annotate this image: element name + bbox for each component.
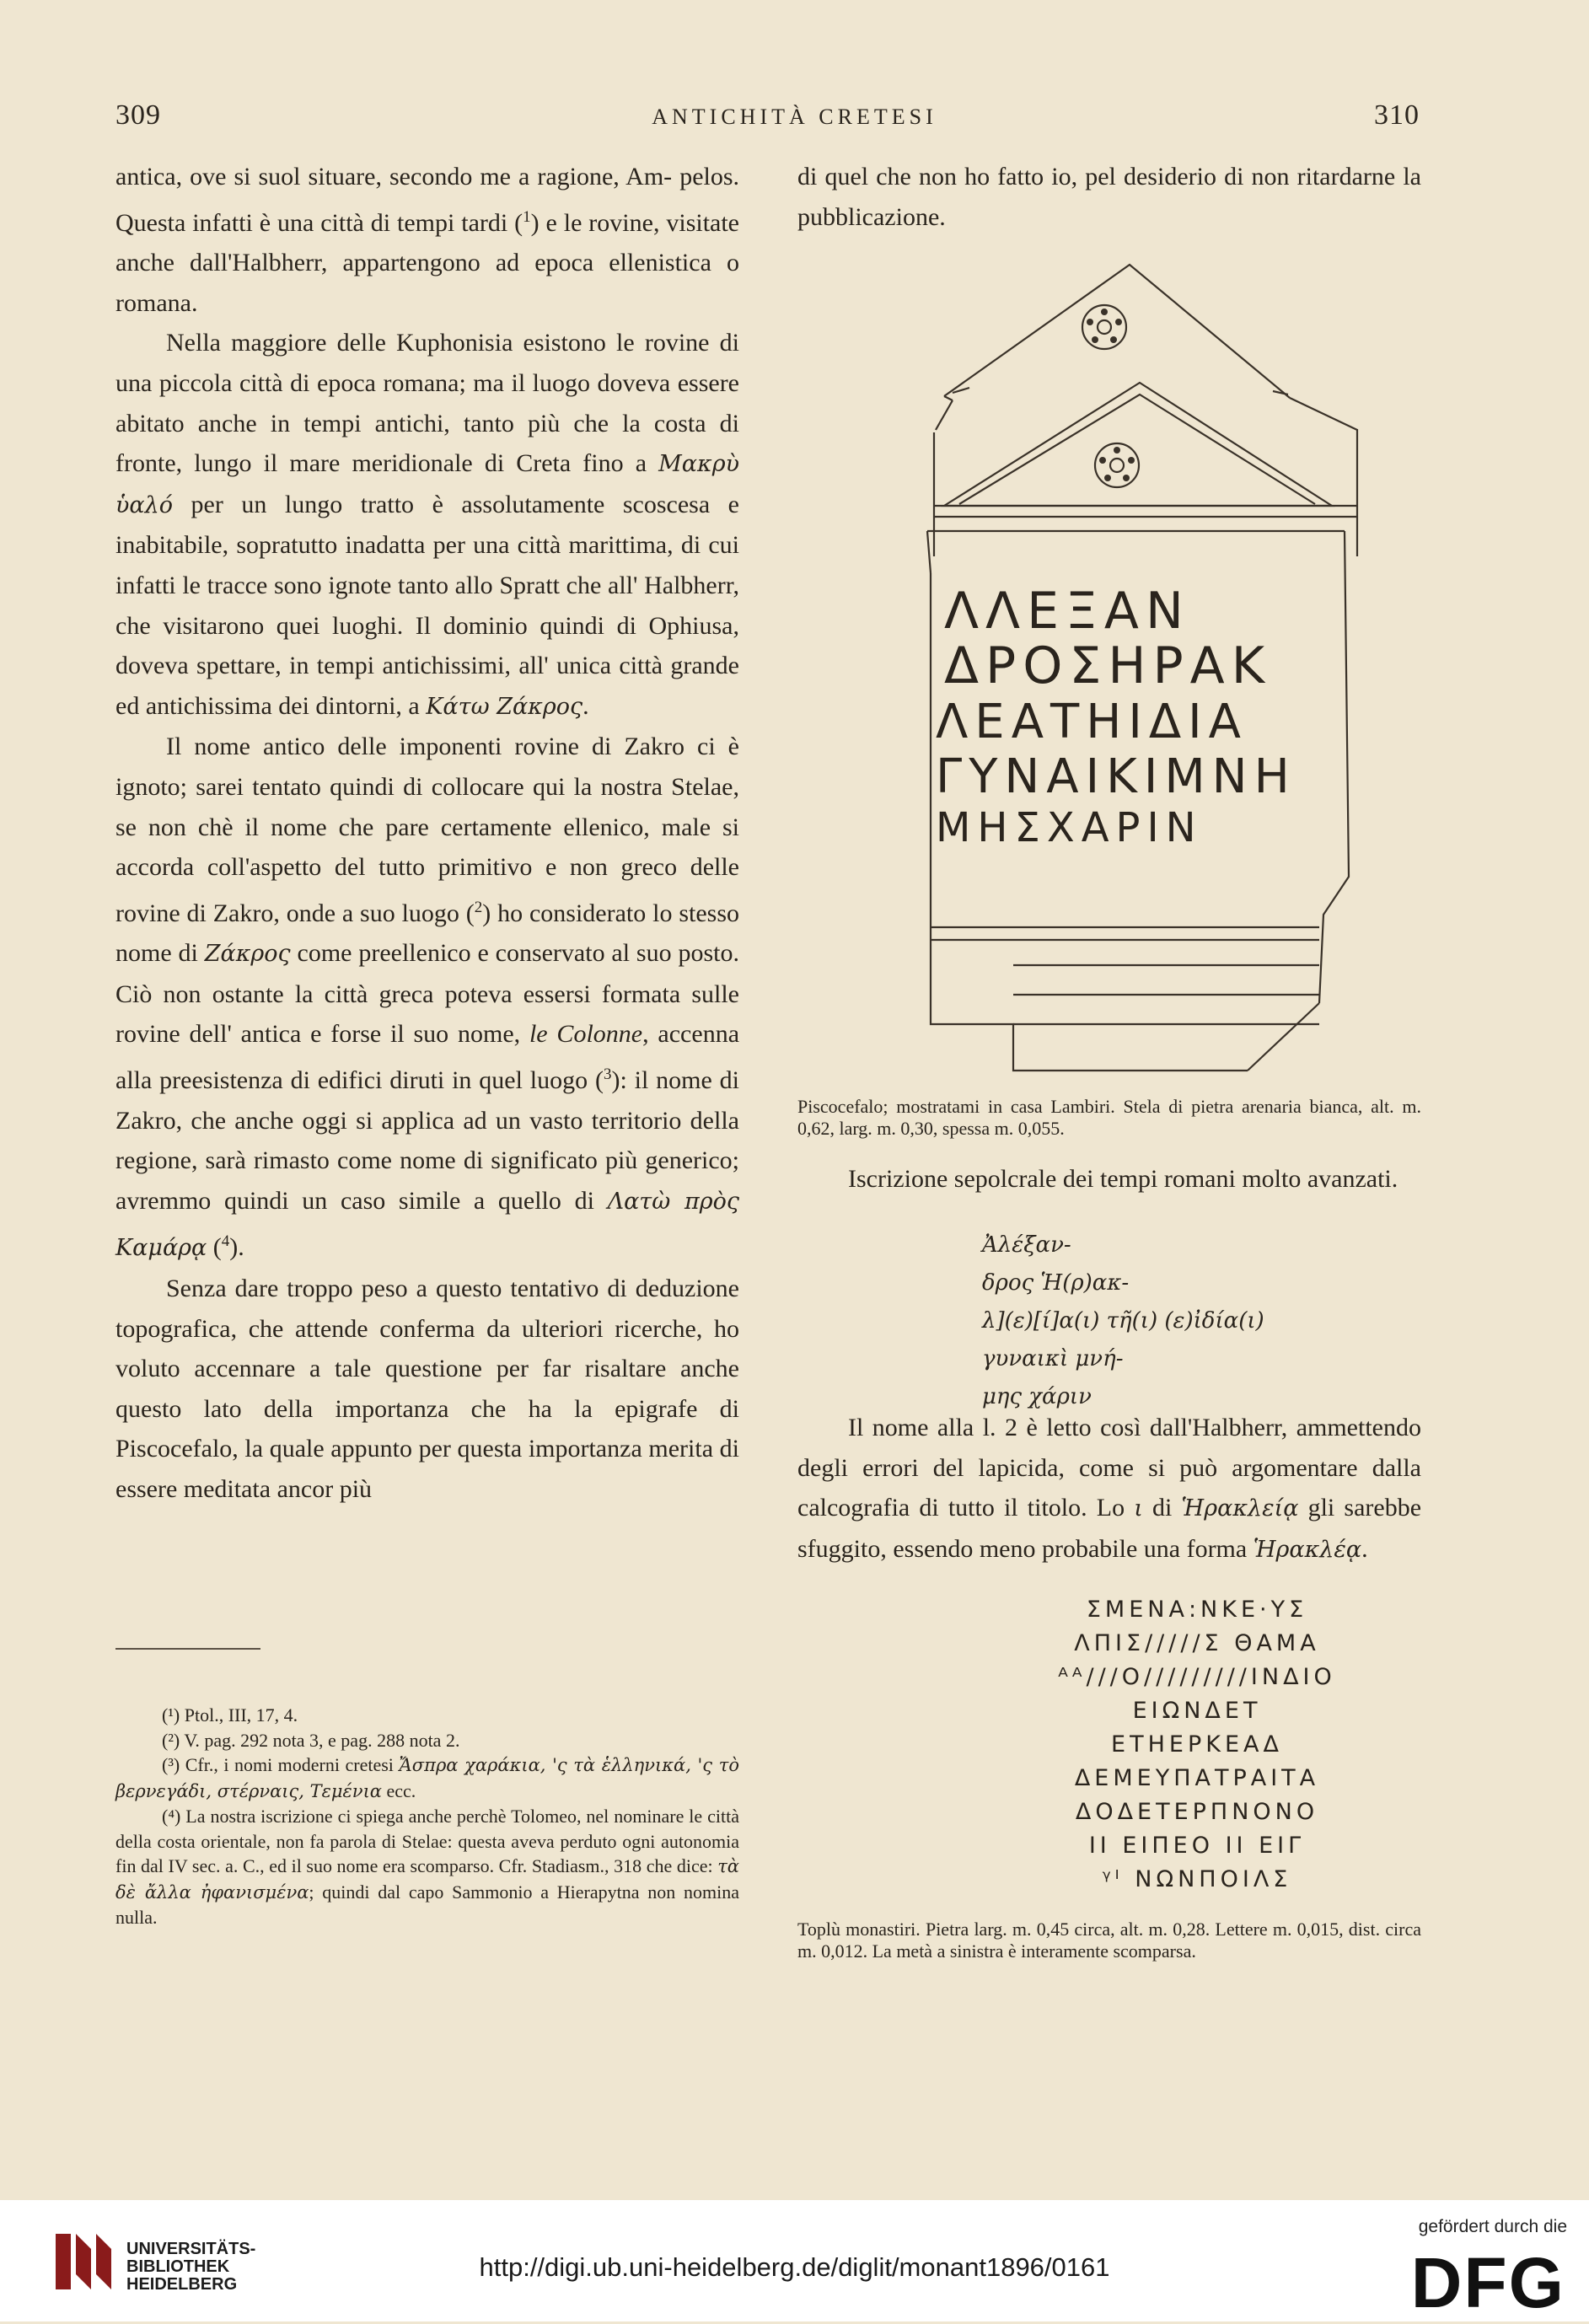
text-span: ) e le rovine, visitate anche dall'Halbherr, appartengono ad epoca ellenistica o romana.: [115, 208, 740, 317]
footnote-ref[interactable]: 2: [474, 898, 483, 916]
inscription-line: ΛΠΙΣ/////Σ ΘΑΜΑ: [1074, 1630, 1320, 1656]
paragraph-right-2: Iscrizione sepolcrale dei tempi romani molto avanzati.: [848, 1165, 1398, 1193]
footnote-ref[interactable]: 1: [523, 207, 531, 226]
inscription-line: ΙΙ ΕΙΠΕΟ ΙΙ ΕΙΓ: [1088, 1833, 1306, 1859]
paragraph-right-1: di quel che non ho fatto io, pel desiderio di non ritardarne la pubblicazione.: [797, 163, 1421, 231]
text-span: ).: [229, 1233, 244, 1262]
footnote-ref[interactable]: 4: [221, 1232, 230, 1251]
digitization-footer: [0, 2200, 1589, 2321]
footnote-4: [115, 1804, 739, 1930]
right-paragraph-2-wrap: [797, 1159, 1421, 1200]
funded-by-label: gefördert durch die: [1418, 2217, 1567, 2236]
figure-caption-toplu: Toplù monastiri. Pietra larg. m. 0,45 circa, alt. m. 0,28. Lettere m. 0,015, dist. circa m. 0,012. La metà a sinistra è interamente scomparsa.: [797, 1919, 1421, 1962]
left-column: [115, 157, 739, 1510]
footnotes: [115, 1703, 739, 1930]
transcription-line: γυναικὶ μνή-: [982, 1346, 1124, 1371]
text-span: come preellenico e conservato al suo posto. Ciò non ostante la città greca poteva essersi formata sulle rovine dell' antica e forse il suo nome,: [115, 939, 739, 1049]
text-span: di: [1142, 1494, 1182, 1522]
transcription-line: δρος Ἡ(ρ)ακ-: [982, 1270, 1130, 1296]
text-span: pelos. Questa infatti è una città di tempi tardi (: [115, 163, 740, 237]
page-number-left: 309: [115, 99, 161, 131]
text-span: ) ho considerato lo stesso nome di: [115, 899, 739, 968]
italic-text: le Colonne: [529, 1020, 643, 1049]
text-span: (³) Cfr., i nomi moderni cretesi: [162, 1754, 400, 1775]
inscription-line: ᵞᴵ ΝΩΝΠΟΙΛΣ: [1102, 1866, 1292, 1892]
right-paragraph-3-wrap: [797, 1408, 1421, 1570]
greek-text: Ἡρακλέᾳ: [1253, 1536, 1362, 1563]
paragraph-right-3: [797, 1408, 1421, 1570]
greek-text: Κάτω Ζάκρος: [426, 693, 583, 720]
inscription-line: ᴬᴬ///Ο/////////ΙΝΔΙΟ: [1058, 1664, 1336, 1690]
transcription-line: μης χάριν: [982, 1384, 1092, 1409]
library-name-line: HEIDELBERG: [126, 2275, 238, 2294]
text-span: Il nome antico delle imponenti rovine di Zakro ci è ignoto; sarei tentato quindi di collocare qui la nostra Stelae, se non chè il nome che pare certamente ellenico, male si accorda coll'aspetto del tutto primitivo e non greco delle rovine di Zakro, onde a suo luogo (: [115, 733, 739, 927]
footnote-3: [115, 1752, 739, 1804]
figure-caption-stele: Piscocefalo; mostratami in casa Lambiri. Stela di pietra arenaria bianca, alt. m. 0,62, larg. m. 0,30, spessa m. 0,055.: [797, 1096, 1421, 1139]
text-span: antica, ove si suol situare, secondo me a ragione, Am-: [115, 163, 673, 191]
text-span: ecc.: [381, 1779, 416, 1801]
inscription-line: ΔΟΔΕΤΕΡΠΝΟΝΟ: [1075, 1799, 1319, 1825]
text-span: .: [1361, 1534, 1368, 1563]
page-number-right: 310: [1374, 99, 1420, 131]
right-column: [797, 157, 1421, 237]
inscription-line: ΕΙΩΝΔΕΤ: [1132, 1698, 1262, 1724]
library-name-line: BIBLIOTHEK: [126, 2257, 230, 2276]
greek-text: Μακρὺ ὑαλό: [115, 451, 739, 518]
stele-line-5: ΜΗΣΧΑΡΙΝ: [936, 804, 1203, 851]
stele-line-4: ΓΥΝΑΙΚΙΜΝΗ: [936, 749, 1296, 804]
inscription-line: ΣΜΕΝΑ:ΝΚΕ·ΥΣ: [1086, 1597, 1308, 1623]
stele-line-2: ΔΡΟΣΗΡΑΚ: [944, 636, 1272, 695]
inscription-line: ΕΤΗΕΡΚΕΑΔ: [1111, 1731, 1283, 1758]
stele-drawing: [919, 253, 1391, 1079]
footnote-divider: [115, 1648, 260, 1650]
dfg-logo: DFG: [1410, 2243, 1565, 2322]
transcription-line: λ](ε)[ί]α(ι) τῆ(ι) (ε)ἰδία(ι): [982, 1308, 1264, 1334]
paragraph-3: [115, 727, 739, 1269]
text-span: per un lungo tratto è assolutamente scoscesa e inabitabile, sopratutto inadatta per una città marittima, di cui infatti le tracce sono ignote tanto allo Spratt che all' Halbherr, che visitarono quei luoghi. Il dominio quindi di Ophiusa, doveva spettare, in tempi antichissimi, all' unica città grande ed antichissima dei dintorni, a: [115, 490, 739, 720]
paragraph-2: [115, 323, 739, 727]
inscription-toplu: [953, 1593, 1441, 1897]
stele-line-3: ΛΕΑΤΗΙΔΙΑ: [936, 695, 1248, 749]
text-span: (: [207, 1233, 222, 1262]
greek-text: Ἄσπρα χαράκια, 'ς τὰ ἑλληνικά, 'ς τὸ βερνεγάδι, στέρναις, Τεμένια: [115, 1755, 739, 1801]
paragraph-1: [115, 157, 739, 323]
text-span: .: [582, 691, 589, 720]
source-url-link[interactable]: http://digi.ub.uni-heidelberg.de/diglit/monant1896/0161: [479, 2252, 1110, 2282]
greek-text: Λατὼ πρὸς Καμάρᾳ: [115, 1188, 740, 1262]
text-span: Il nome alla l. 2 è letto così dall'Halbherr, ammettendo degli errori del lapicida, come si può argomentare dalla calcografia di tutto il titolo. Lo: [797, 1414, 1421, 1522]
inscription-line: ΔΕΜΕΥΠΑΤΡΑΙΤΑ: [1074, 1765, 1320, 1791]
greek-text: Ζάκρος: [204, 941, 291, 968]
greek-text: ι: [1134, 1495, 1143, 1522]
footnote-1: (¹) Ptol., III, 17, 4.: [162, 1704, 298, 1726]
text-span: , accenna alla preesistenza di edifici diruti in quel luogo (: [115, 1020, 740, 1095]
greek-text: τὰ δὲ ἄλλα ἠφανισμένα: [115, 1856, 739, 1903]
text-span: Nella maggiore delle Kuphonisia esistono le rovine di una piccola città di epoca romana; ma il luogo doveva essere abitato anche in tempi antichi, tanto più che la costa di fronte, lungo il mare meridionale di Creta fino a: [115, 329, 739, 478]
running-title: ANTICHITÀ CRETESI: [652, 105, 937, 129]
transcription-line: Ἀλέξαν-: [982, 1232, 1071, 1258]
footnote-2: (²) V. pag. 292 nota 3, e pag. 288 nota 2.: [162, 1729, 460, 1751]
greek-transcription: [982, 1226, 1404, 1416]
library-name-line: UNIVERSITÄTS-: [126, 2240, 256, 2258]
text-span: ; quindi dal capo Sammonio a Hierapytna non nomina nulla.: [115, 1881, 739, 1928]
paragraph-4: Senza dare troppo peso a questo tentativo di deduzione topografica, che attende conferma da ulteriori ricerche, ho voluto accennare a tale questione per far risaltare anche questo lato della importanza che ha la epigrafe di Piscocefalo, la quale appunto per questa importanza merita di essere meditata ancor più: [115, 1275, 739, 1503]
greek-text: Ἡρακλείᾳ: [1181, 1495, 1299, 1522]
text-span: (⁴) La nostra iscrizione ci spiega anche perchè Tolomeo, nel nominare le città della costa orientale, non fa parola di Stelae: questa aveva perduto ogni autonomia fin dal IV sec. a. C., ed il suo nome era scomparso. Cfr. Stadiasm., 318 che dice:: [115, 1806, 739, 1876]
text-span: gli sarebbe sfuggito, essendo meno probabile una forma: [797, 1494, 1422, 1563]
stele-line-1: ΛΛΕΞΑΝ: [944, 582, 1190, 641]
text-span: ): il nome di Zakro, che anche oggi si applica ad un vasto territorio della regione, sarà rimasto come nome di significato più generico; avremmo quindi un caso simile a quello di: [115, 1066, 740, 1215]
footnote-ref[interactable]: 3: [603, 1065, 612, 1084]
